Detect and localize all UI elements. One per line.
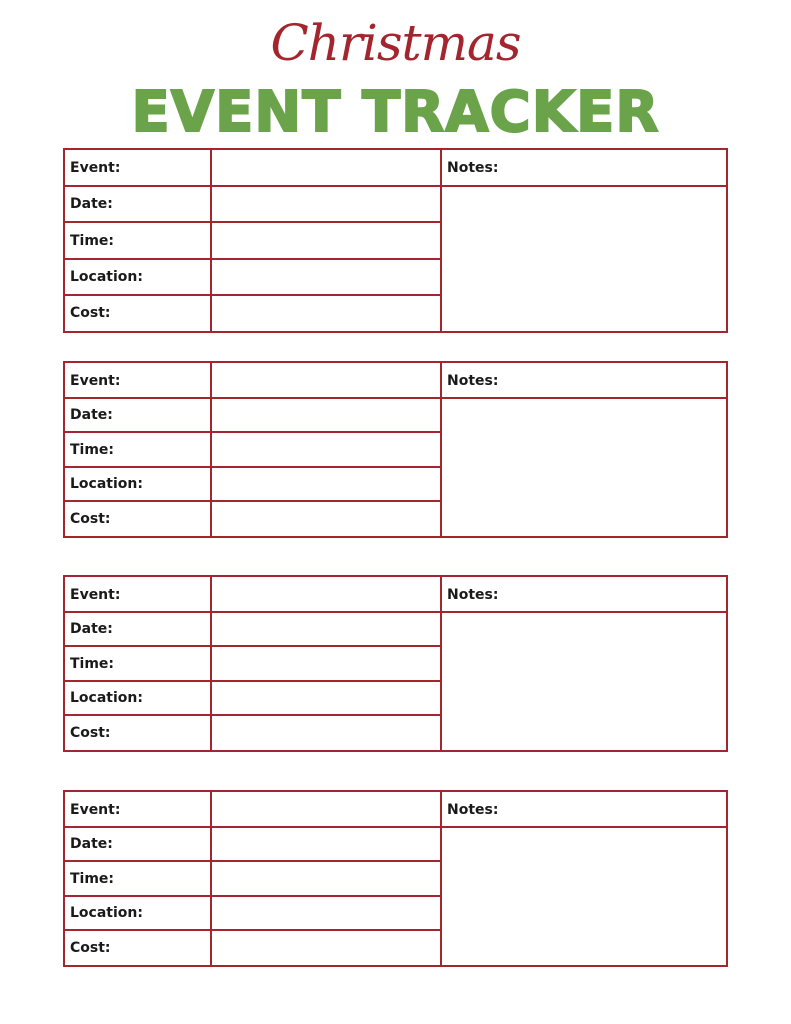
notes-area[interactable] xyxy=(442,399,726,536)
row-divider xyxy=(65,221,440,223)
cost-field[interactable] xyxy=(212,715,440,750)
date-label: Date: xyxy=(70,621,113,637)
script-title: Christmas xyxy=(270,14,521,72)
event-label: Event: xyxy=(70,160,121,176)
notes-label: Notes: xyxy=(447,801,499,818)
cost-label: Cost: xyxy=(70,305,111,321)
location-field[interactable] xyxy=(212,681,440,715)
row-divider xyxy=(65,258,440,260)
date-field[interactable] xyxy=(212,186,440,222)
notes-area[interactable] xyxy=(442,828,726,965)
column-divider xyxy=(440,150,442,331)
row-divider xyxy=(65,680,440,682)
cost-label: Cost: xyxy=(70,724,111,741)
location-label: Location: xyxy=(70,476,143,492)
time-label: Time: xyxy=(70,441,115,458)
row-divider xyxy=(65,466,440,468)
row-divider xyxy=(65,929,440,931)
time-field[interactable] xyxy=(212,222,440,259)
column-divider xyxy=(210,363,212,536)
cost-field[interactable] xyxy=(212,501,440,536)
date-label: Date: xyxy=(70,407,113,423)
time-label: Time: xyxy=(70,655,115,672)
column-divider xyxy=(440,577,442,750)
event-label: Event: xyxy=(70,372,121,389)
cost-field[interactable] xyxy=(212,295,440,331)
location-label: Location: xyxy=(70,269,143,285)
cost-label: Cost: xyxy=(70,939,111,956)
row-divider xyxy=(65,714,440,716)
cost-field[interactable] xyxy=(212,930,440,965)
row-divider xyxy=(65,185,440,187)
notes-label: Notes: xyxy=(447,372,499,389)
notes-label: Notes: xyxy=(447,160,499,176)
date-field[interactable] xyxy=(212,398,440,432)
column-divider xyxy=(440,363,442,536)
row-divider xyxy=(65,431,440,433)
location-label: Location: xyxy=(70,690,143,706)
event-label: Event: xyxy=(70,586,121,603)
time-label: Time: xyxy=(70,232,115,249)
page-title: EVENT TRACKER xyxy=(131,80,660,145)
date-label: Date: xyxy=(70,196,113,212)
date-field[interactable] xyxy=(212,827,440,861)
time-field[interactable] xyxy=(212,432,440,467)
event-field[interactable] xyxy=(212,577,440,612)
column-divider xyxy=(210,577,212,750)
event-tracker-3 xyxy=(63,575,728,752)
row-divider xyxy=(65,397,440,399)
time-label: Time: xyxy=(70,870,115,887)
location-label: Location: xyxy=(70,905,143,921)
event-field[interactable] xyxy=(212,363,440,398)
time-field[interactable] xyxy=(212,646,440,681)
event-tracker-1 xyxy=(63,148,728,333)
location-field[interactable] xyxy=(212,896,440,930)
event-tracker-4 xyxy=(63,790,728,967)
event-field[interactable] xyxy=(212,150,440,186)
event-tracker-2 xyxy=(63,361,728,538)
row-divider xyxy=(65,500,440,502)
row-divider xyxy=(65,611,440,613)
date-label: Date: xyxy=(70,836,113,852)
row-divider xyxy=(65,645,440,647)
event-field[interactable] xyxy=(212,792,440,827)
row-divider xyxy=(65,826,440,828)
location-field[interactable] xyxy=(212,259,440,295)
location-field[interactable] xyxy=(212,467,440,501)
event-label: Event: xyxy=(70,801,121,818)
date-field[interactable] xyxy=(212,612,440,646)
row-divider xyxy=(65,895,440,897)
time-field[interactable] xyxy=(212,861,440,896)
column-divider xyxy=(210,792,212,965)
row-divider xyxy=(65,860,440,862)
row-divider xyxy=(65,294,440,296)
notes-area[interactable] xyxy=(442,613,726,750)
column-divider xyxy=(210,150,212,331)
notes-label: Notes: xyxy=(447,586,499,603)
cost-label: Cost: xyxy=(70,510,111,527)
notes-area[interactable] xyxy=(442,187,726,331)
column-divider xyxy=(440,792,442,965)
